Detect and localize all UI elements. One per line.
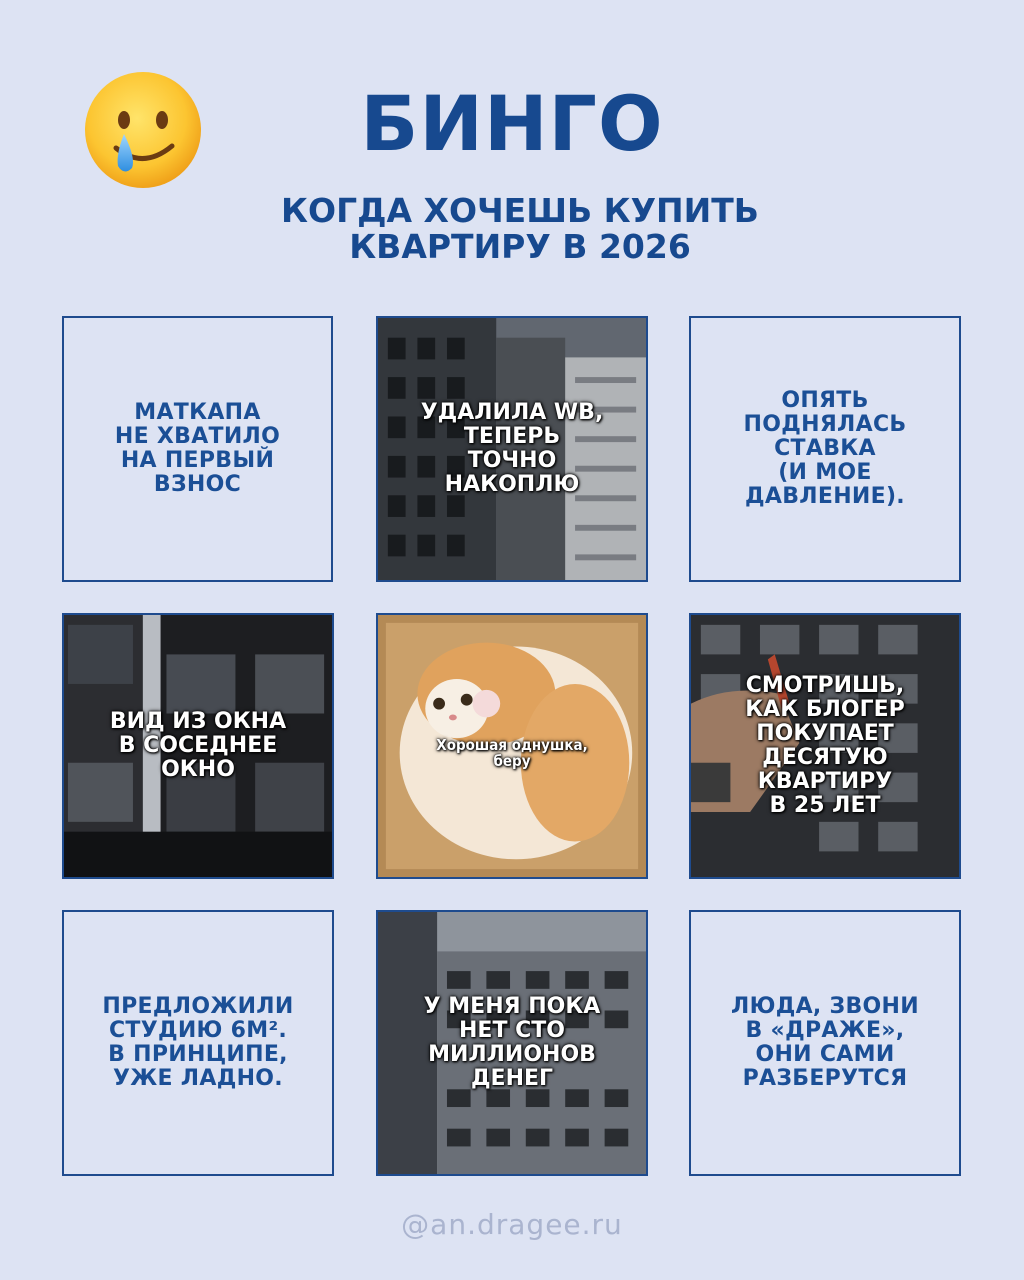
cell-text-line: МАТКАПА	[134, 400, 261, 425]
bingo-cell-hundred-million	[376, 910, 648, 1176]
cell-text-line: ВИД ИЗ ОКНА	[109, 709, 287, 734]
bingo-cell-blogger	[689, 613, 961, 879]
cell-text-line: НА ПЕРВЫЙ	[120, 448, 275, 473]
cell-text-line: ПОДНЯЛАСЬ	[743, 412, 907, 437]
cell-text-line: СТУДИЮ 6М².	[108, 1018, 288, 1043]
subtitle-line-1: КОГДА ХОЧЕШЬ КУПИТЬ	[281, 191, 759, 230]
cell-text-line: КАК БЛОГЕР	[745, 697, 905, 722]
bingo-cell-rate-raised	[689, 316, 961, 582]
cell-text-line: В «ДРАЖЕ»,	[745, 1018, 905, 1043]
cell-text-line: СТАВКА	[774, 436, 876, 461]
bingo-cell-matkapital	[62, 316, 333, 582]
cell-text-line: ДЕНЕГ	[470, 1066, 554, 1091]
bingo-cell-studio	[62, 910, 334, 1176]
footer-handle: @an.dragee.ru	[401, 1208, 623, 1241]
cell-text-line: НЕ ХВАТИЛО	[114, 424, 281, 449]
bingo-cell-cat-meme	[376, 613, 648, 879]
cell-text-line: ДЕСЯТУЮ	[762, 745, 888, 770]
cell-text-line: В 25 ЛЕТ	[769, 793, 881, 818]
cell-text-line: ОКНО	[161, 757, 235, 782]
cell-text-line: ПРЕДЛОЖИЛИ	[102, 994, 294, 1019]
cell-text-line: ЛЮДА, ЗВОНИ	[731, 994, 919, 1019]
cell-text-line: У МЕНЯ ПОКА	[423, 994, 601, 1019]
cell-text-line: УДАЛИЛА WB,	[420, 400, 604, 425]
cell-text-line: РАЗБЕРУТСЯ	[742, 1066, 908, 1091]
page-subtitle	[160, 193, 880, 265]
bingo-cell-deleted-wb	[376, 316, 648, 582]
cell-text-line: КВАРТИРУ	[757, 769, 893, 794]
cell-text-line: ДАВЛЕНИЕ).	[745, 484, 905, 509]
cell-text-line: ВЗНОС	[153, 472, 242, 497]
bingo-cell-call-drazhe	[689, 910, 961, 1176]
cell-text-line: УЖЕ ЛАДНО.	[113, 1066, 283, 1091]
cell-text-line: ПОКУПАЕТ	[756, 721, 894, 746]
cell-text-line: ТЕПЕРЬ	[463, 424, 561, 449]
cell-text-line: ОПЯТЬ	[781, 388, 869, 413]
cell-text-line: СМОТРИШЬ,	[745, 673, 905, 698]
cell-text-line: В ПРИНЦИПЕ,	[108, 1042, 288, 1067]
cell-text-line: МИЛЛИОНОВ	[428, 1042, 596, 1067]
cell-text-line: (И МОЕ	[778, 460, 872, 485]
cell-text-line: беру	[493, 752, 531, 770]
page-title: БИНГО	[360, 79, 664, 168]
cell-text-line: ТОЧНО	[467, 448, 557, 473]
subtitle-line-2: КВАРТИРУ В 2026	[349, 227, 691, 266]
cell-text-line: ОНИ САМИ	[755, 1042, 895, 1067]
cell-text-line: Хорошая однушка,	[436, 736, 588, 754]
cell-text-line: НАКОПЛЮ	[444, 472, 580, 497]
cell-text-line: В СОСЕДНЕЕ	[118, 733, 278, 758]
cell-text-line: НЕТ СТО	[459, 1018, 565, 1043]
bingo-cell-window-view	[62, 613, 334, 879]
